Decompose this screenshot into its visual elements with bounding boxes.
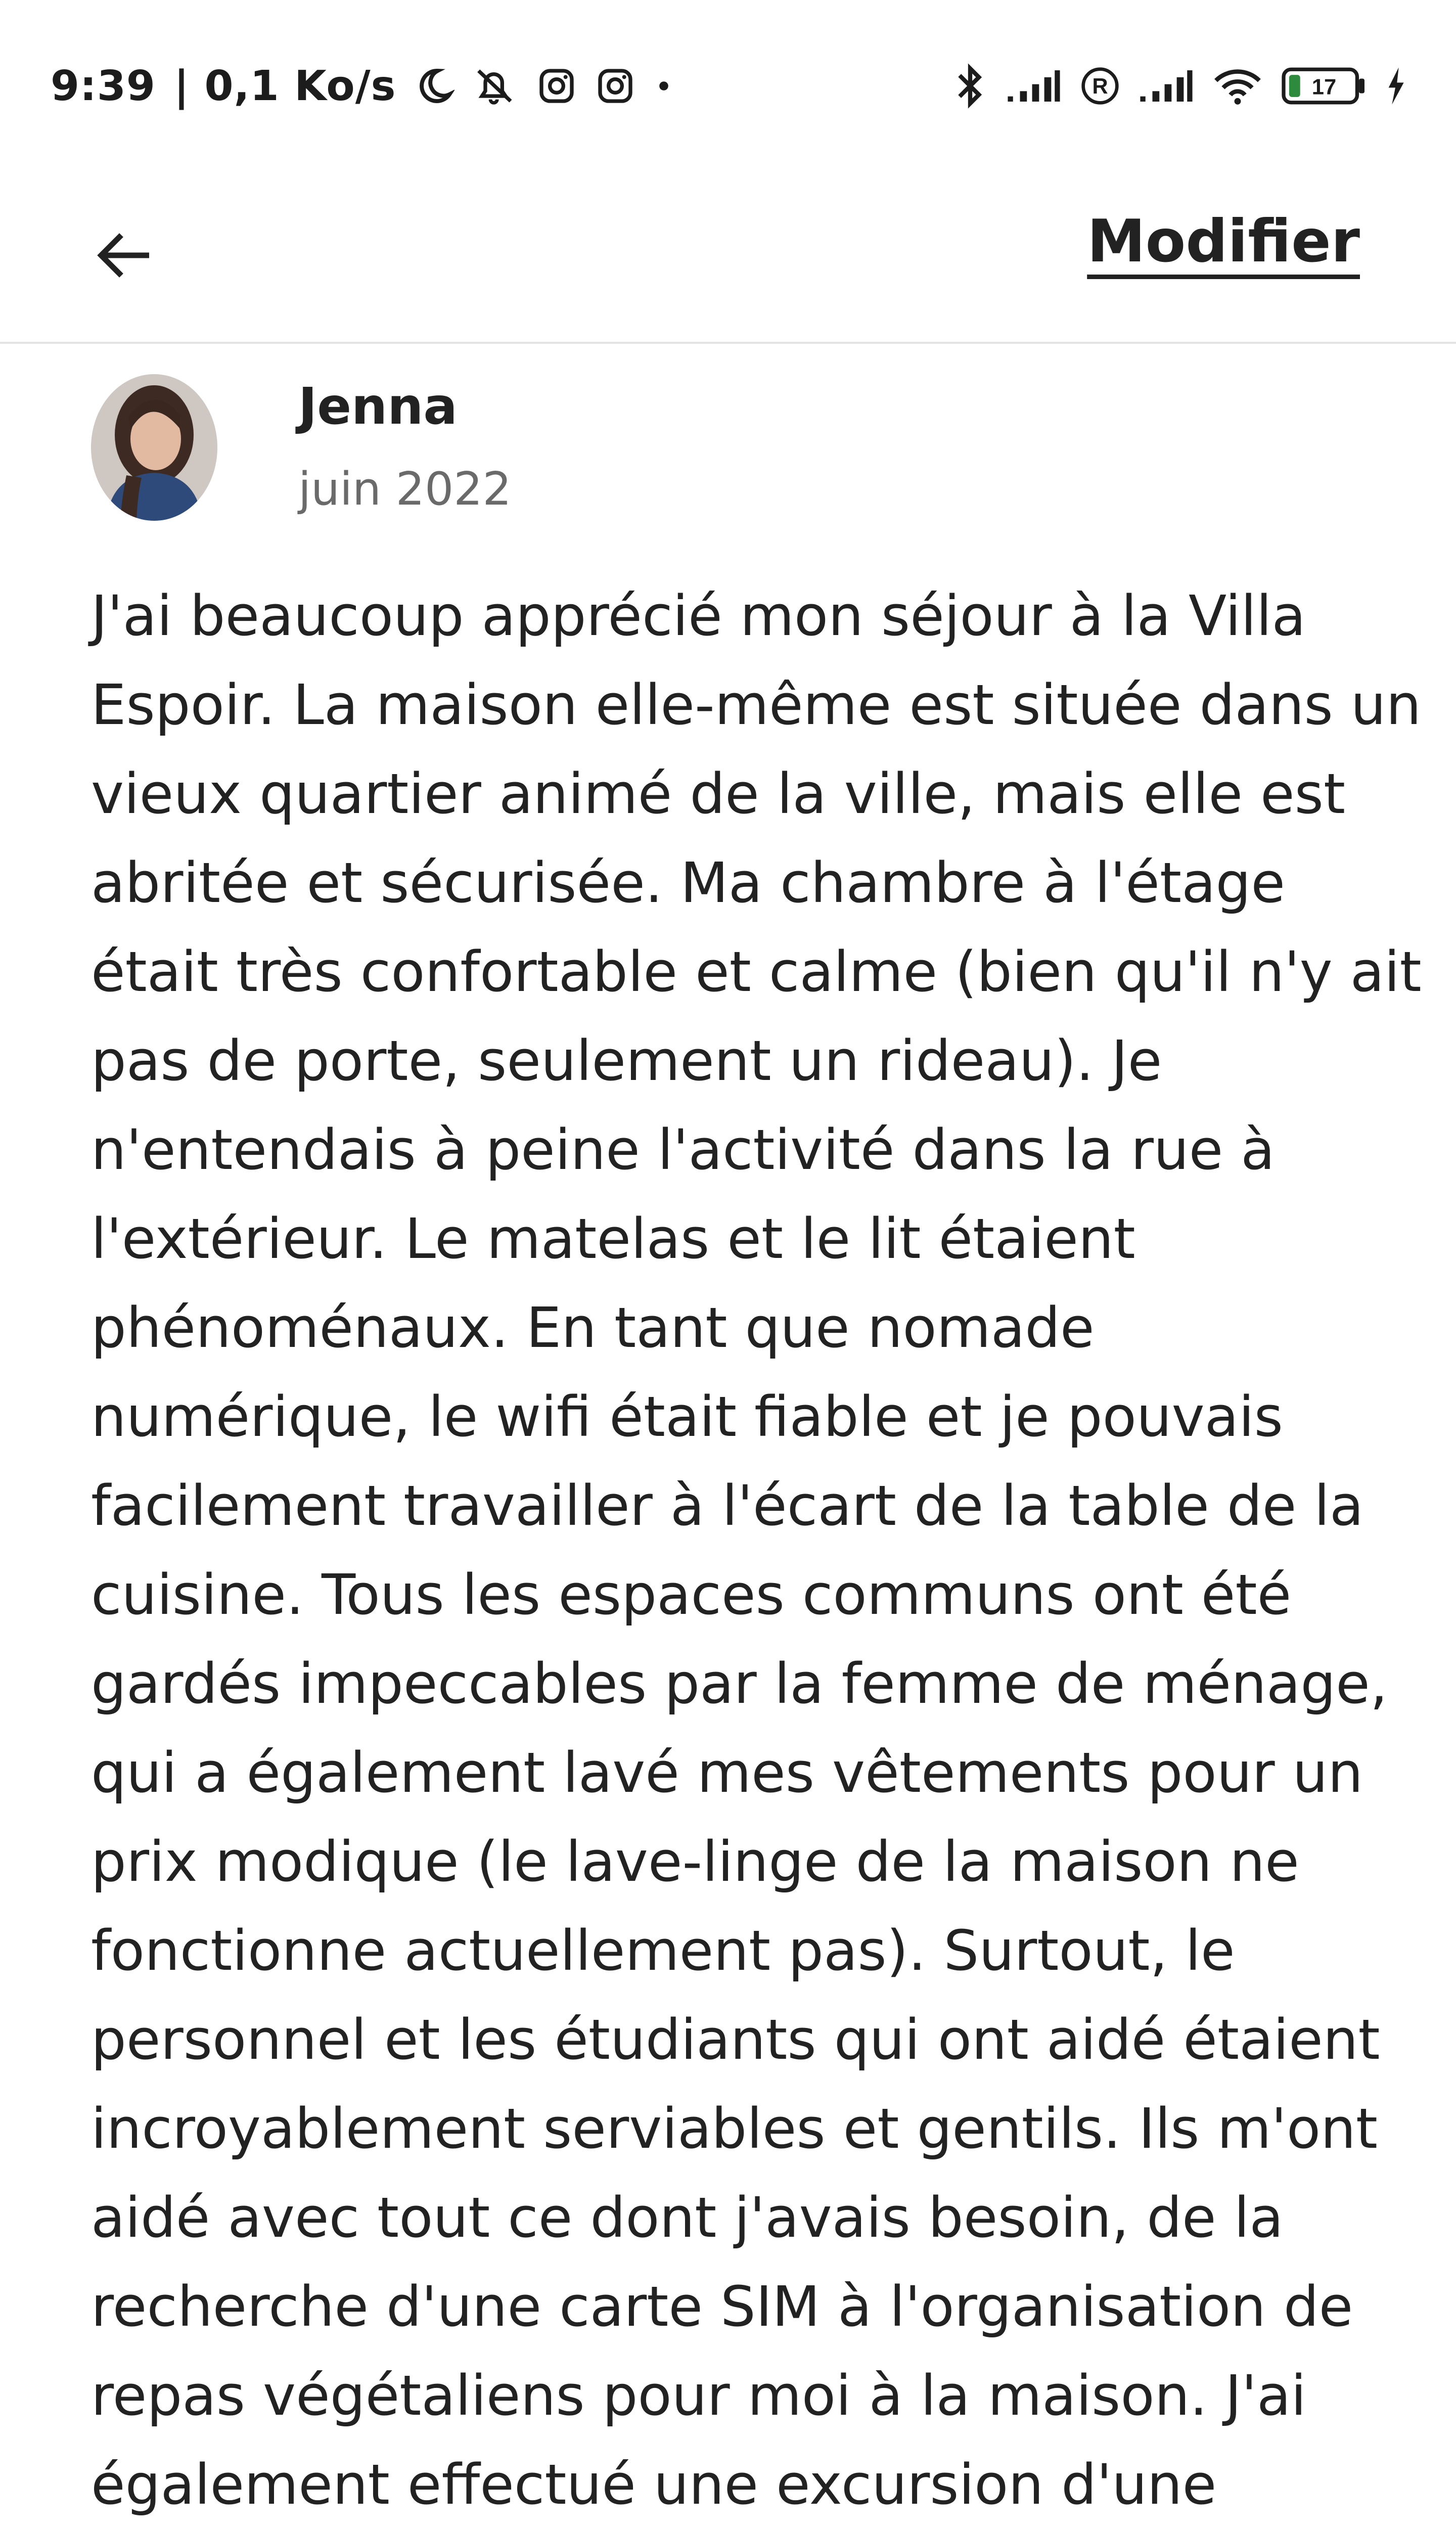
instagram-icon [595,66,635,106]
review-line: fonctionne actuellement pas). Surtout, le [91,1918,1235,1983]
roaming-icon [1080,66,1120,106]
dot-icon [654,76,674,96]
review-line: aidé avec tout ce dont j'avais besoin, de la [91,2185,1284,2250]
avatar[interactable] [91,374,217,521]
status-bar [0,0,1456,172]
review-line: recherche d'une carte SIM à l'organisation de [91,2274,1353,2339]
review-line: facilement travailler à l'écart de la table de la [91,1473,1364,1538]
review-line: numérique, le wifi était fiable et je pouvais [91,1384,1283,1449]
author-name: Jenna [298,377,458,436]
review-line: J'ai beaucoup apprécié mon séjour à la Villa [91,583,1306,648]
review-line: abritée et sécurisée. Ma chambre à l'étage [91,850,1285,915]
app-bar [0,172,1456,344]
review-line: l'extérieur. Le matelas et le lit étaient [91,1206,1135,1271]
review-text [91,571,1422,2528]
battery-icon [1281,66,1367,106]
signal-icon [1006,68,1062,104]
arrow-left-icon [94,230,154,281]
svg-text:R: R [1092,74,1108,99]
review-line: vieux quartier animé de la ville, mais elle est [91,761,1346,826]
review-line: repas végétaliens pour moi à la maison. J'ai [91,2363,1306,2428]
edit-button[interactable]: Modifier [1087,207,1360,276]
review-line: incroyablement serviables et gentils. Ils m'ont [91,2096,1378,2161]
battery-level: 17 [1311,75,1337,100]
review-line: personnel et les étudiants qui ont aidé étaient [91,2007,1380,2072]
review-line: Espoir. La maison elle-même est située dans un [91,672,1422,737]
status-bar-right [952,63,1405,109]
review-line: prix modique (le lave-linge de la maison ne [91,1829,1299,1894]
review-line: gardés impeccables par la femme de ménage, [91,1651,1388,1716]
review-line: phénoménaux. En tant que nomade [91,1295,1095,1360]
moon-icon [414,66,454,106]
review-line: était très confortable et calme (bien qu'il n'y ait [91,939,1422,1004]
alarm-off-icon [473,66,518,106]
review-line: cuisine. Tous les espaces communs ont été [91,1562,1292,1627]
review-date: juin 2022 [298,463,512,516]
review-line: qui a également lavé mes vêtements pour un [91,1740,1363,1805]
network-speed: | 0,1 Ko/s [173,62,396,110]
review-line: pas de porte, seulement un rideau). Je [91,1028,1162,1093]
instagram-icon [536,66,577,106]
bluetooth-icon [952,63,988,109]
review-line: également effectué une excursion d'une [91,2452,1217,2517]
back-button[interactable] [86,217,162,293]
status-bar-left [51,62,674,110]
charging-icon [1385,66,1405,106]
review-line: n'entendais à peine l'activité dans la rue à [91,1117,1275,1182]
status-time: 9:39 [51,62,156,110]
signal-icon [1139,68,1194,104]
wifi-icon [1212,66,1263,106]
